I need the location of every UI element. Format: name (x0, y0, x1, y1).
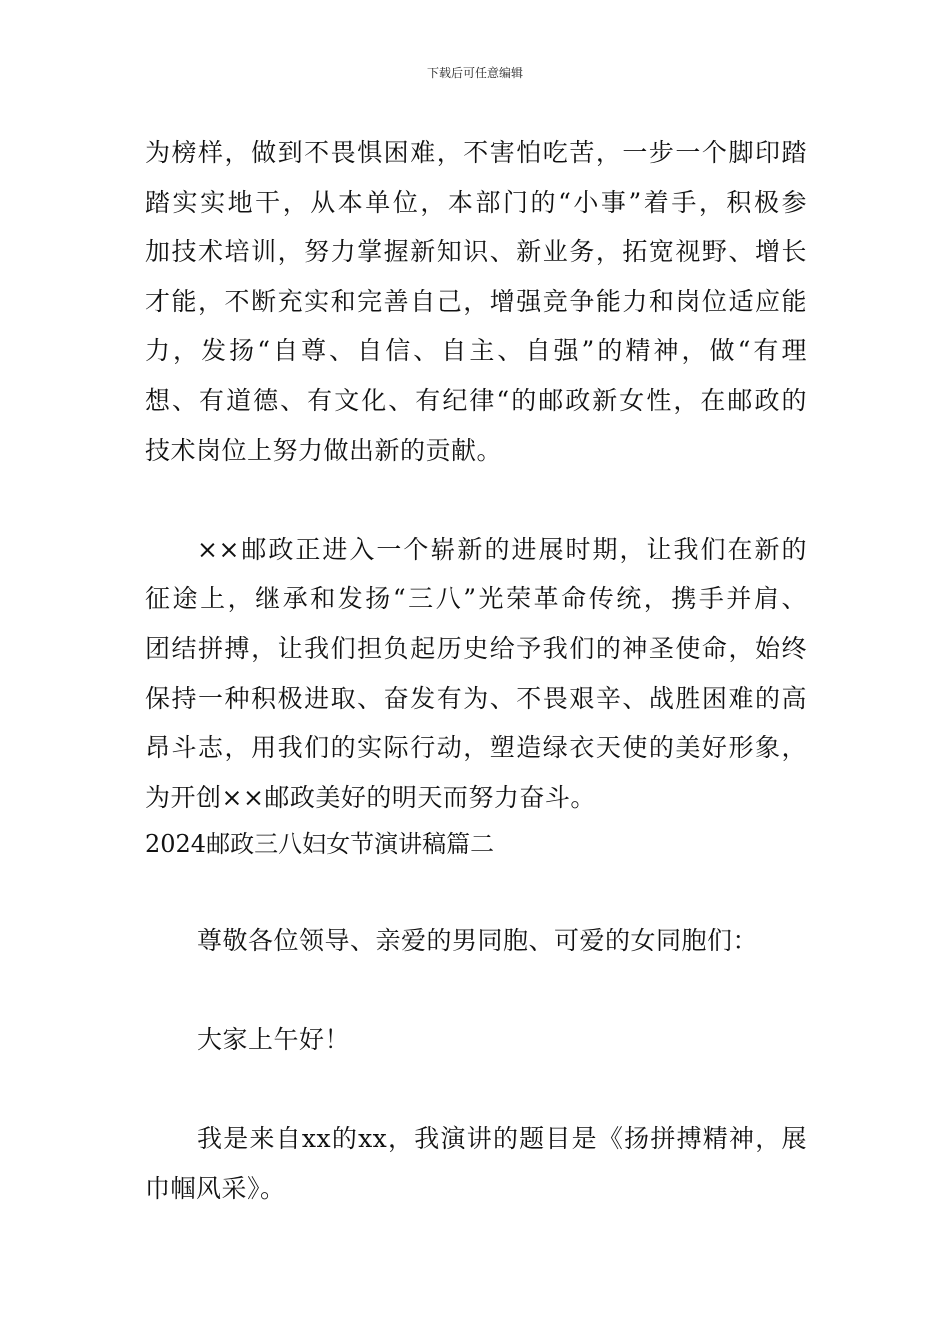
paragraph-line: 为开创××邮政美好的明天而努力奋斗。 (145, 782, 596, 812)
greeting-line: 尊敬各位领导、亲爱的男同胞、可爱的女同胞们： (197, 925, 759, 955)
paragraph-line: 力，发扬“自尊、自信、自主、自强”的精神，做“有理 (145, 336, 807, 366)
paragraph-line: 昂斗志，用我们的实际行动，塑造绿衣天使的美好形象， (145, 733, 807, 763)
paragraph-line: 巾帼风采》。 (145, 1173, 286, 1203)
paragraph-line: 为榜样，做到不畏惧困难，不害怕吃苦，一步一个脚印踏 (145, 138, 807, 167)
page-header: 下载后可任意编辑 (426, 66, 523, 80)
paragraph-line: ××邮政正进入一个崭新的进展时期，让我们在新的 (197, 534, 807, 564)
paragraph-line: 技术岗位上努力做出新的贡献。 (145, 435, 503, 465)
paragraph-2 (145, 525, 807, 823)
paragraph-1 (145, 128, 807, 475)
section-heading: 2024邮政三八妇女节演讲稿篇二 (145, 830, 495, 859)
paragraph-line: 征途上，继承和发扬“三八”光荣革命传统，携手并肩、 (145, 584, 807, 614)
paragraph-line: 团结拼搏，让我们担负起历史给予我们的神圣使命，始终 (145, 633, 807, 663)
paragraph-line: 我是来自xx的xx，我演讲的题目是《扬拼搏精神，展 (197, 1124, 807, 1154)
document-body (145, 128, 807, 1213)
salutation-line: 大家上午好！ (197, 1025, 351, 1055)
paragraph-line: 加技术培训，努力掌握新知识、新业务，拓宽视野、增长 (145, 237, 807, 267)
paragraph-spacer (145, 966, 807, 1016)
paragraph-line: 想、有道德、有文化、有纪律“的邮政新女性，在邮政的 (145, 385, 807, 415)
paragraph-line: 保持一种积极进取、奋发有为、不畏艰辛、战胜困难的高 (145, 683, 807, 713)
paragraph-spacer (145, 1065, 807, 1115)
paragraph-spacer (145, 475, 807, 525)
intro-paragraph (145, 1114, 807, 1213)
paragraph-line: 才能，不断充实和完善自己，增强竞争能力和岗位适应能 (145, 286, 807, 316)
paragraph-line: 踏实实地干，从本单位，本部门的“小事”着手，积极参 (145, 187, 807, 217)
paragraph-spacer (145, 866, 807, 916)
